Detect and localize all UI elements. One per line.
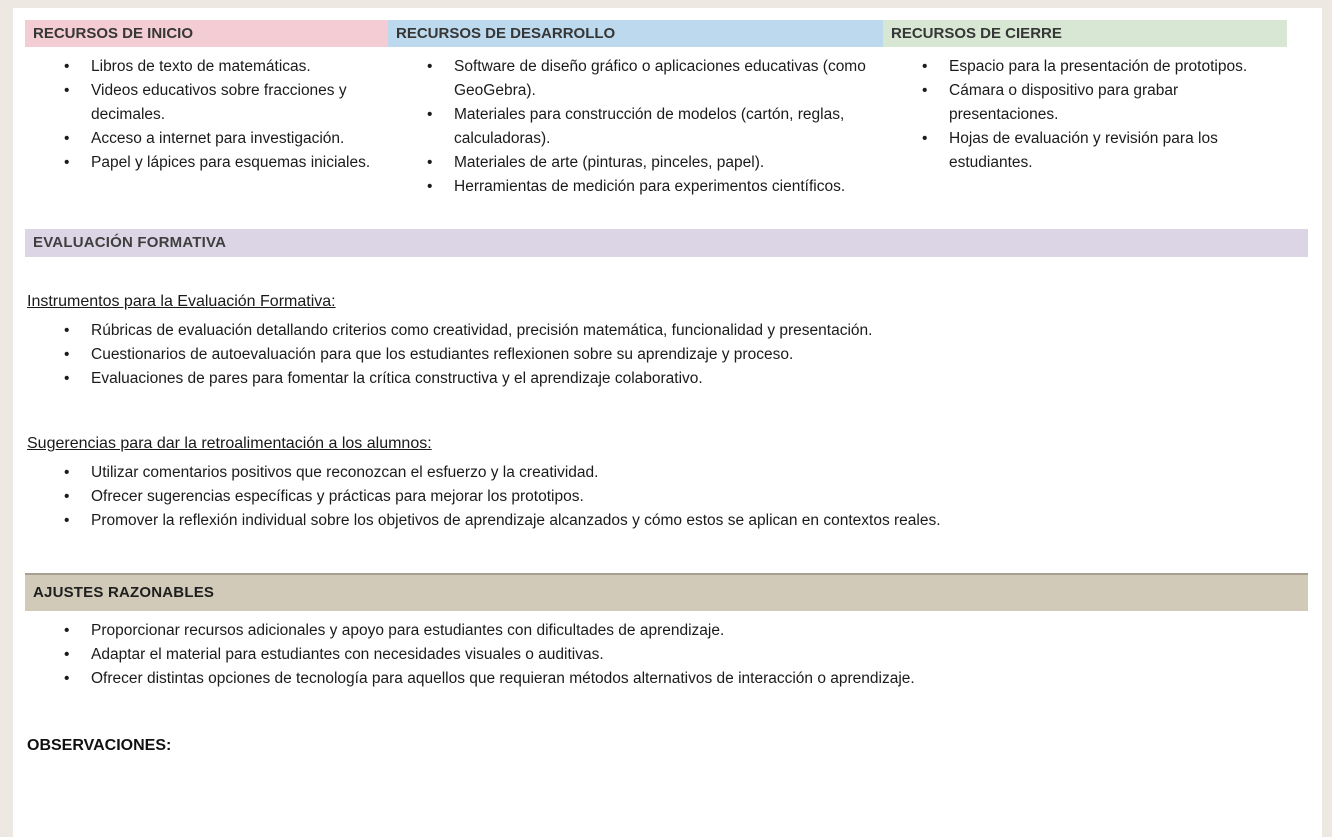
list-item: • Espacio para la presentación de prototipos. bbox=[883, 55, 1275, 79]
list-item: • Materiales de arte (pinturas, pinceles, papel). bbox=[388, 151, 871, 175]
list-item: • Cuestionarios de autoevaluación para que los estudiantes reflexionen sobre su aprendizaje y proceso. bbox=[25, 343, 1296, 367]
document-page bbox=[13, 8, 1322, 837]
list-item: • Promover la reflexión individual sobre los objetivos de aprendizaje alcanzados y cómo estos se aplican en contextos reales. bbox=[25, 509, 1296, 533]
resources-cierre-list bbox=[883, 55, 1287, 175]
list-item: • Videos educativos sobre fracciones y decimales. bbox=[25, 79, 376, 127]
resources-column-desarrollo bbox=[388, 20, 883, 225]
list-item: • Materiales para construcción de modelos (cartón, reglas, calculadoras). bbox=[388, 103, 871, 151]
resources-table bbox=[25, 20, 1287, 225]
list-item: • Adaptar el material para estudiantes con necesidades visuales o auditivas. bbox=[25, 643, 1296, 667]
sugerencias-heading: Sugerencias para dar la retroalimentación a los alumnos: bbox=[27, 435, 432, 452]
list-item: • Rúbricas de evaluación detallando criterios como creatividad, precisión matemática, funcionalidad y presentación. bbox=[25, 319, 1296, 343]
section-header-recursos-inicio: RECURSOS DE INICIO bbox=[25, 20, 388, 47]
sugerencias-list bbox=[25, 461, 1308, 533]
resources-column-cierre bbox=[883, 20, 1287, 225]
list-item: • Herramientas de medición para experimentos científicos. bbox=[388, 175, 871, 199]
instrumentos-list bbox=[25, 319, 1308, 391]
list-item: • Papel y lápices para esquemas iniciales. bbox=[25, 151, 376, 175]
section-header-ajustes-razonables: AJUSTES RAZONABLES bbox=[25, 573, 1308, 611]
resources-inicio-list bbox=[25, 55, 388, 175]
section-header-recursos-cierre: RECURSOS DE CIERRE bbox=[883, 20, 1287, 47]
list-item: • Acceso a internet para investigación. bbox=[25, 127, 376, 151]
list-item: • Ofrecer sugerencias específicas y prácticas para mejorar los prototipos. bbox=[25, 485, 1296, 509]
list-item: • Proporcionar recursos adicionales y apoyo para estudiantes con dificultades de aprendizaje. bbox=[25, 619, 1296, 643]
list-item: • Hojas de evaluación y revisión para los estudiantes. bbox=[883, 127, 1275, 175]
list-item: • Cámara o dispositivo para grabar presentaciones. bbox=[883, 79, 1275, 127]
resources-desarrollo-list bbox=[388, 55, 883, 199]
observaciones-label: OBSERVACIONES: bbox=[27, 737, 172, 754]
section-header-evaluacion-formativa: EVALUACIÓN FORMATIVA bbox=[25, 229, 1308, 257]
list-item: • Ofrecer distintas opciones de tecnología para aquellos que requieran métodos alternativos de interacción o aprendizaje. bbox=[25, 667, 1296, 691]
ajustes-list bbox=[25, 619, 1308, 691]
resources-column-inicio bbox=[25, 20, 388, 225]
instrumentos-heading: Instrumentos para la Evaluación Formativa: bbox=[27, 293, 336, 310]
list-item: • Evaluaciones de pares para fomentar la crítica constructiva y el aprendizaje colaborativo. bbox=[25, 367, 1296, 391]
list-item: • Utilizar comentarios positivos que reconozcan el esfuerzo y la creatividad. bbox=[25, 461, 1296, 485]
section-header-recursos-desarrollo: RECURSOS DE DESARROLLO bbox=[388, 20, 883, 47]
list-item: • Software de diseño gráfico o aplicaciones educativas (como GeoGebra). bbox=[388, 55, 871, 103]
list-item: • Libros de texto de matemáticas. bbox=[25, 55, 376, 79]
